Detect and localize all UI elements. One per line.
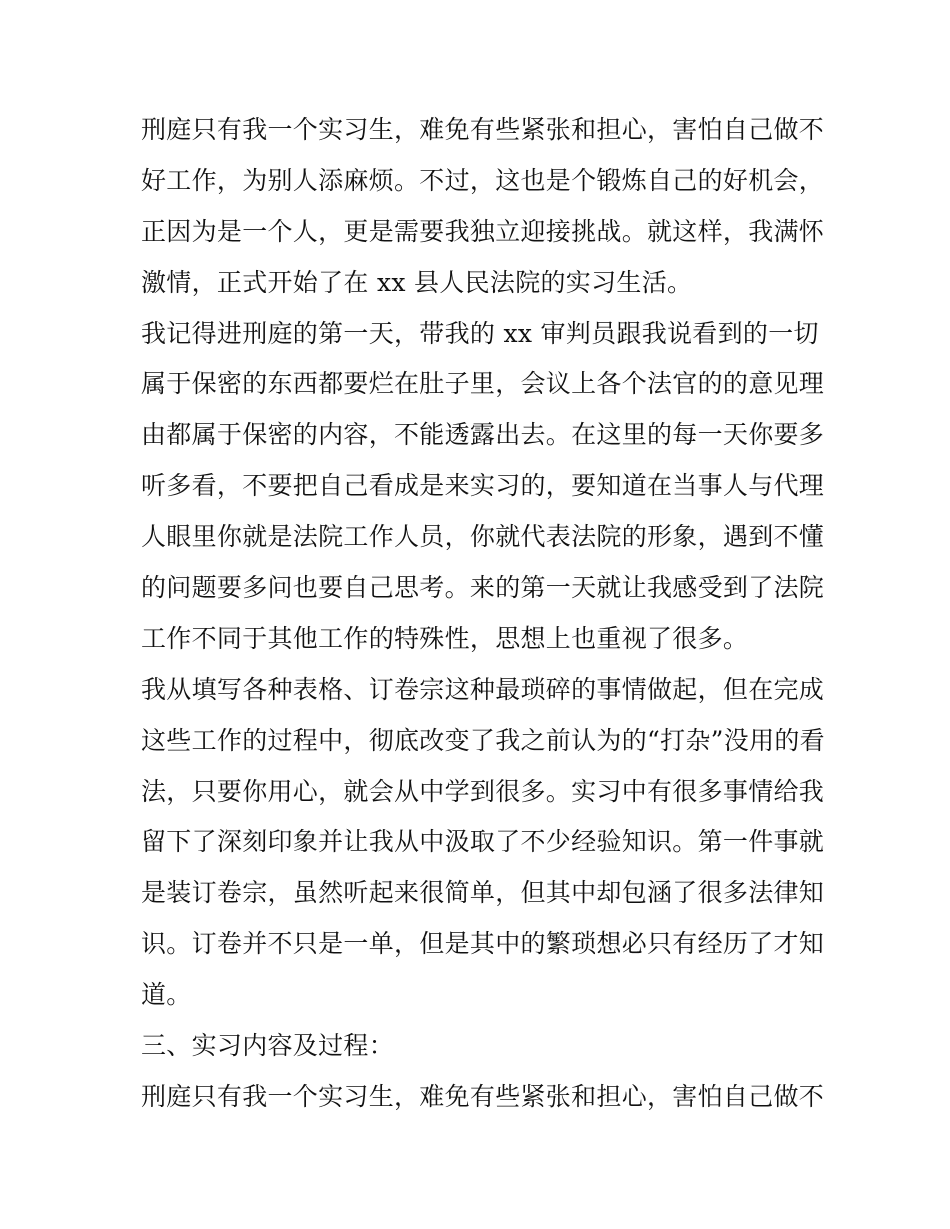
text-line: 法，只要你用心，就会从中学到很多。实习中有很多事情给我 (141, 776, 825, 806)
text-line: 由都属于保密的内容，不能透露出去。在这里的每一天你要多 (141, 420, 825, 450)
document-body (141, 105, 825, 1123)
text-line: 道。 (141, 980, 192, 1010)
text-line: 听多看，不要把自己看成是来实习的，要知道在当事人与代理 (141, 471, 825, 501)
text-line: 刑庭只有我一个实习生，难免有些紧张和担心，害怕自己做不 (141, 115, 825, 144)
text-line: 留下了深刻印象并让我从中汲取了不少经验知识。第一件事就 (141, 827, 825, 857)
text-line: 人眼里你就是法院工作人员，你就代表法院的形象，遇到不懂 (141, 522, 825, 552)
text-line: 工作不同于其他工作的特殊性，思想上也重视了很多。 (141, 623, 749, 653)
text-line: 属于保密的东西都要烂在肚子里，会议上各个法官的的意见理 (141, 369, 825, 399)
text-line: 激情，正式开始了在 xx 县人民法院的实习生活。 (141, 267, 693, 297)
text-line: 识。订卷并不只是一单，但是其中的繁琐想必只有经历了才知 (141, 929, 825, 959)
text-line: 我记得进刑庭的第一天，带我的 xx 审判员跟我说看到的一切 (141, 318, 819, 348)
text-line: 的问题要多问也要自己思考。来的第一天就让我感受到了法院 (141, 573, 825, 603)
text-line: 好工作，为别人添麻烦。不过，这也是个锻炼自己的好机会， (141, 165, 825, 195)
section-heading: 三、实习内容及过程： (141, 1031, 395, 1061)
text-line: 正因为是一个人，更是需要我独立迎接挑战。就这样，我满怀 (141, 216, 825, 246)
text-line: 这些工作的过程中，彻底改变了我之前认为的“打杂”没用的看 (141, 725, 825, 755)
text-line: 我从填写各种表格、订卷宗这种最琐碎的事情做起，但在完成 (141, 674, 825, 704)
text-line: 是装订卷宗，虽然听起来很简单，但其中却包涵了很多法律知 (141, 878, 825, 908)
text-line: 刑庭只有我一个实习生，难免有些紧张和担心，害怕自己做不 (141, 1081, 825, 1111)
